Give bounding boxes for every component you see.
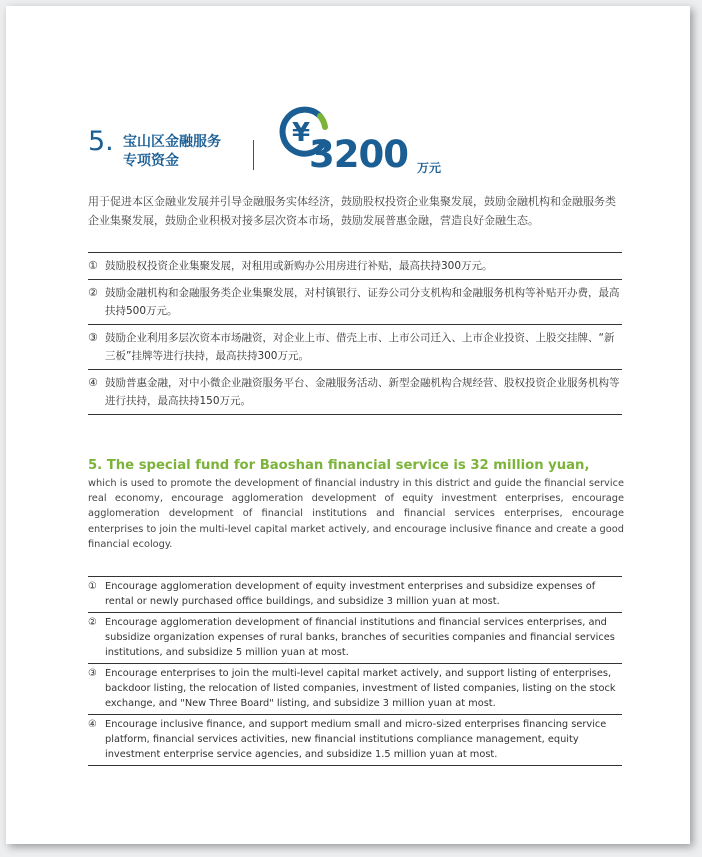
item-number: ③ [88, 331, 98, 344]
section-title [123, 133, 221, 171]
en-heading: 5. The special fund for Baoshan financial service is 32 million yuan, [88, 458, 590, 473]
en-list-item [88, 612, 622, 663]
item-number: ④ [88, 719, 97, 730]
en-intro-paragraph: which is used to promote the development of financial industry in this district and guide the financial service real economy, encourage agglomeration development of equity investment enterprises, encourage agglomeration development of financial institutions and financial services enterprises, encourage enterprises to join the multi-level capital market actively, and encourage inclusive finance and create a good financial ecology. [88, 478, 624, 550]
document-page [6, 6, 690, 844]
cn-item-list [88, 252, 622, 415]
item-number: ② [88, 617, 97, 628]
section-title-line2: 专项资金 [123, 153, 179, 169]
cn-intro-paragraph: 用于促进本区金融业发展并引导金融服务实体经济，鼓励股权投资企业集聚发展，鼓励金融机构和金融服务类企业集聚发展，鼓励企业积极对接多层次资本市场，鼓励发展普惠金融，营造良好金融生态。 [88, 195, 616, 227]
header-divider [253, 140, 254, 170]
en-list-item [88, 576, 622, 612]
item-text: Encourage agglomeration development of equity investment enterprises and subsidize expenses of rental or newly purchased office buildings, and subsidize 3 million yuan at most. [105, 581, 596, 607]
item-text: Encourage enterprises to join the multi-level capital market actively, and support listing of enterprises, backdoor listing, the relocation of listed companies, investment of listed companies, listing on the stock exchange, and "New Three Board" listing, and subsidize 3 million yuan at most. [105, 668, 616, 709]
fund-amount: 3200 [309, 133, 408, 176]
coin-symbol: ¥ [292, 118, 311, 148]
item-text: 鼓励企业利用多层次资本市场融资，对企业上市、借壳上市、上市公司迁入、上市企业投资、上股交挂牌、“新三板”挂牌等进行扶持，最高扶持300万元。 [105, 332, 615, 362]
item-text: 鼓励金融机构和金融服务类企业集聚发展，对村镇银行、证券公司分支机构和金融服务机构等补贴开办费，最高扶持500万元。 [105, 287, 620, 317]
item-text: 鼓励股权投资企业集聚发展，对租用或新购办公用房进行补贴，最高扶持300万元。 [105, 260, 493, 272]
section-number: 5. [88, 126, 114, 157]
cn-list-item [88, 324, 622, 369]
item-number: ② [88, 286, 98, 299]
section-title-line1: 宝山区金融服务 [123, 134, 221, 150]
item-number: ④ [88, 376, 98, 389]
item-text: Encourage inclusive finance, and support medium small and micro-sized enterprises financing service platform, financial services activities, new financial institutions compliance management, equity investment enterprise service agencies, and subsidize 1.5 million yuan at most. [105, 719, 607, 760]
fund-unit: 万元 [417, 161, 442, 175]
en-list-item [88, 663, 622, 714]
item-number: ① [88, 259, 98, 272]
en-item-list [88, 576, 622, 766]
cn-list-item [88, 252, 622, 279]
cn-list-item [88, 279, 622, 324]
item-text: 鼓励普惠金融，对中小微企业融资服务平台、金融服务活动、新型金融机构合规经营、股权投资企业服务机构等进行扶持，最高扶持150万元。 [105, 377, 620, 407]
en-list-item [88, 714, 622, 766]
item-number: ① [88, 581, 97, 592]
item-text: Encourage agglomeration development of financial institutions and financial services enterprises, and subsidize organization expenses of rural banks, branches of securities companies and financial services institutions, and subsidize 5 million yuan at most. [105, 617, 615, 658]
cn-list-item [88, 369, 622, 415]
item-number: ③ [88, 668, 97, 679]
